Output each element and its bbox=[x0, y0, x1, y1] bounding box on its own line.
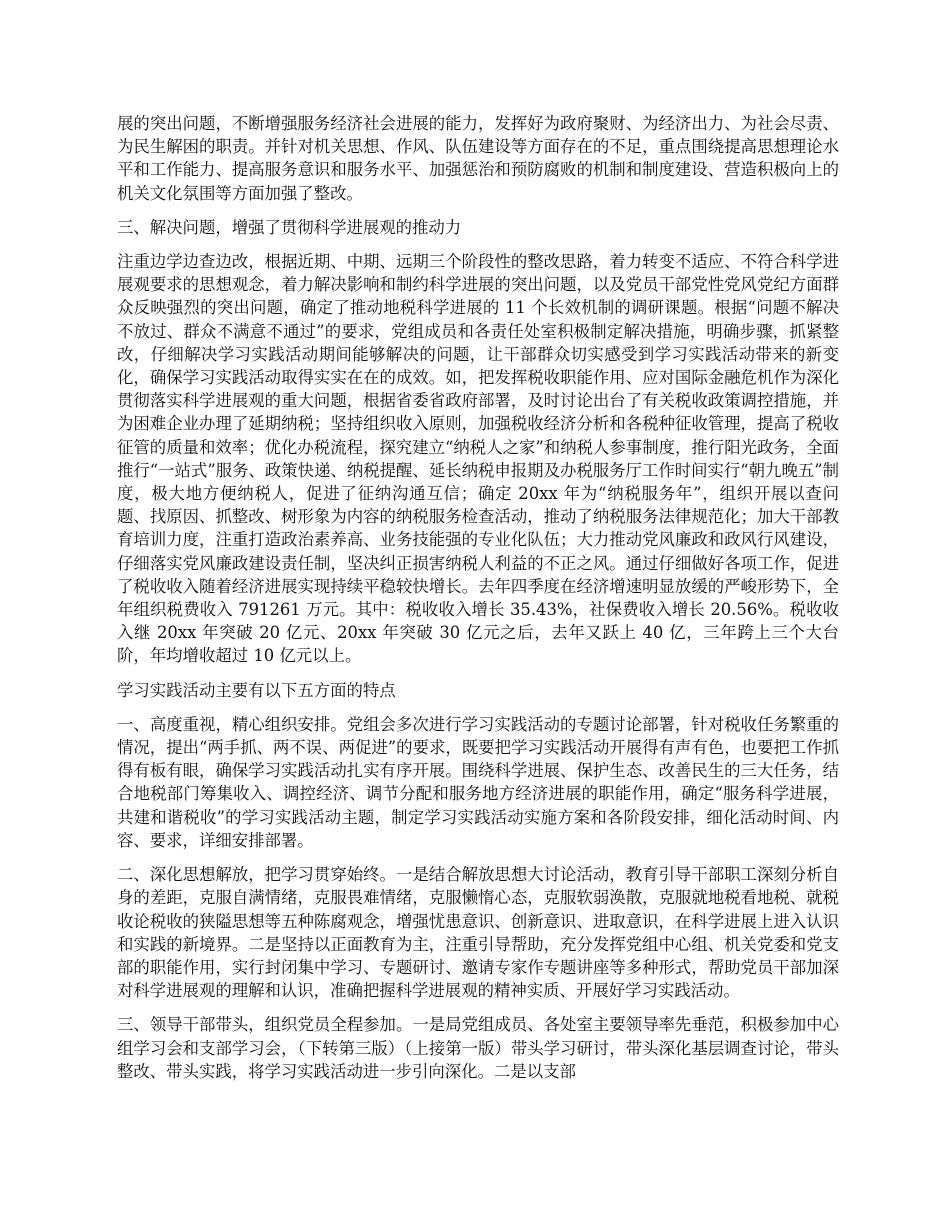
paragraph-feature-two: 二、深化思想解放，把学习贯穿始终。一是结合解放思想大讨论活动，教育引导干部职工深刻分析自身的差距，克服自满情绪，克服畏难情绪，克服懒惰心态，克服软弱涣散，克服就地税看地税、就税收论税收的狭隘思想等五种陈腐观念，增强忧患意识、创新意识、进取意识，在科学进展上进入认识和实践的新境界。二是坚持以正面教育为主，注重引导帮助，充分发挥党组中心组、机关党委和党支部的职能作用，实行封闭集中学习、专题研讨、邀请专家作专题讲座等多种形式，帮助党员干部加深对科学进展观的理解和认识，准确把握科学进展观的精神实质、开展好学习实践活动。 bbox=[117, 865, 839, 1001]
paragraph-rectification: 注重边学边查边改，根据近期、中期、远期三个阶段性的整改思路，着力转变不适应、不符合科学进展观要求的思想观念，着力解决影响和制约科学进展的突出问题，以及党员干部党性党风党纪方面群众反映强烈的突出问题，确定了推动地税科学进展的 11 个长效机制的调研课题。根据“问题不解决不放过、群众不满意不通过”的要求，党组成员和各责任处室积极制定解决措施，明确步骤，抓紧整改，仔细解决学习实践活动期间能够解决的问题，让干部群众切实感受到学习实践活动带来的新变化，确保学习实践活动取得实实在在的成效。如，把发挥税收职能作用、应对国际金融危机作为深化贯彻落实科学进展观的重大问题，根据省委省政府部署，及时讨论出台了有关税收政策调控措施，并为困难企业办理了延期纳税；坚持组织收入原则，加强税收经济分析和各税种征收管理，提高了税收征管的质量和效率；优化办税流程，探究建立“纳税人之家”和纳税人参事制度，推行阳光政务，全面推行“一站式”服务、政策快递、纳税提醒、延长纳税申报期及办税服务厅工作时间实行“朝九晚五”制度，极大地方便纳税人，促进了征纳沟通互信；确定 20xx 年为“纳税服务年”，组织开展以查问题、找原因、抓整改、树形象为内容的纳税服务检查活动，推动了纳税服务法律规范化；加大干部教育培训力度，注重打造政治素养高、业务技能强的专业化队伍；大力推动党风廉政和政风行风建设，仔细落实党风廉政建设责任制，坚决纠正损害纳税人利益的不正之风。通过仔细做好各项工作，促进了税收收入随着经济进展实现持续平稳较快增长。去年四季度在经济增速明显放缓的严峻形势下，全年组织税费收入 791261 万元。其中：税收收入增长 35.43%，社保费收入增长 20.56%。税收收入继 20xx 年突破 20 亿元、20xx 年突破 30 亿元之后，去年又跃上 40 亿，三年跨上三个大台阶，年均增收超过 10 亿元以上。 bbox=[117, 252, 839, 666]
paragraph-feature-one: 一、高度重视，精心组织安排。党组会多次进行学习实践活动的专题讨论部署，针对税收任务繁重的情况，提出“两手抓、两不误、两促进”的要求，既要把学习实践活动开展得有声有色，也要把工作抓得有板有眼，确保学习实践活动扎实有序开展。围绕科学进展、保护生态、改善民生的三大任务，结合地税部门筹集收入、调控经济、调节分配和服务地方经济进展的职能作用，确定“服务科学进展，共建和谐税收”的学习实践活动主题，制定学习实践活动实施方案和各阶段安排，细化活动时间、内容、要求，详细安排部署。 bbox=[117, 714, 839, 850]
section-heading-solve-problems: 三、解决问题，增强了贯彻科学进展观的推动力 bbox=[117, 217, 462, 237]
paragraph-feature-three: 三、领导干部带头，组织党员全程参加。一是局党组成员、各处室主要领导率先垂范，积极参加中心组学习会和支部学习会，（下转第三版）（上接第一版）带头学习研讨，带头深化基层调查讨论，带头整改、带头实践，将学习实践活动进一步引向深化。二是以支部 bbox=[117, 1015, 839, 1081]
paragraph-intro: 展的突出问题，不断增强服务经济社会进展的能力，发挥好为政府聚财、为经济出力、为社会尽责、为民生解困的职责。并针对机关思想、作风、队伍建设等方面存在的不足，重点围绕提高思想理论水平和工作能力、提高服务意识和服务水平、加强惩治和预防腐败的机制和制度建设、营造积极向上的机关文化氛围等方面加强了整改。 bbox=[117, 114, 839, 203]
document-page bbox=[117, 112, 839, 1094]
section-heading-features: 学习实践活动主要有以下五方面的特点 bbox=[117, 680, 396, 700]
